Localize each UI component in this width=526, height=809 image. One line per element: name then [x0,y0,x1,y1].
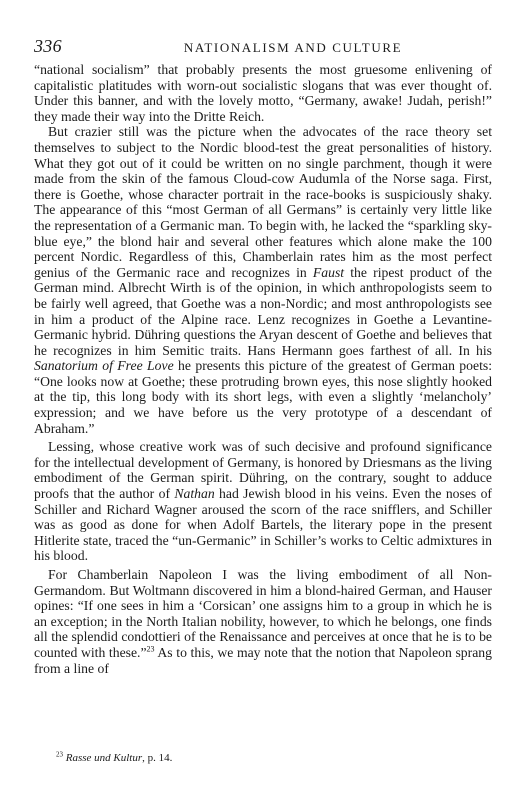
book-title-nathan: Nathan [174,486,215,502]
paragraph-text: “national socialism” that probably presents the most gruesome enlivening of capitalistic platitudes with worn-out socialistic slogans that was ever thought of. Under this banner, and with the lovely motto, “Germany, awake! Judah, perish!” they made their way into the Dritte Reich. [34,62,492,124]
body-text [34,62,492,676]
paragraph-text: he presents this picture of the greatest of German poets: “One looks now at Goethe; these protruding brown eyes, this nose slightly hooked at the tip, this long body with its short legs, with even a slightly ‘melancholy’ expression; and we have before us the very prototype of a descendant of Abraham.” [34,358,492,436]
page-number: 336 [34,36,62,56]
paragraph-text: As to this, we may note that the notion that Napoleon sprang from a line of [34,644,492,676]
paragraph-text: Lessing, whose creative work was of such decisive and profound significance for the intellectual development of Germany, is honored by Driesmans as the living embodiment of the German spirit. Dühring, on the contrary, sought to adduce proofs that the author of [34,439,492,502]
footnote-reference: 23 [146,644,155,654]
paragraph-text: had Jewish blood in his veins. Even the noses of Schiller and Richard Wagner aroused the scorn of the race snifflers, and Schiller was as good as done for when Adolf Bartels, the literary pope in the present Hitlerite state, traced the “un-Germanic” in Schiller’s works to Celtic admixtures in his blood. [34,486,492,564]
book-title-sanatorium: Sanatorium of Free Love [34,358,174,374]
running-head: NATIONALISM AND CULTURE [183,40,403,55]
paragraph-goethe [34,124,492,436]
footnote [56,752,172,765]
paragraph-text: the ripest product of the German mind. Albrecht Wirth is of the opinion, in which anthropologists seem to be fairly well agreed, that Goethe was a non-Nordic; and most anthropologists see in him a product of the Alpine race. Lenz recognizes in Goethe a Levantine-Germanic hybrid. Dühring questions the Aryan descent of Goethe and believes that he recognizes in him Semitic traits. Hans Hermann goes farthest of all. In his [34,264,492,358]
paragraph-text: But crazier still was the picture when the advocates of the race theory set themselves to subject to the Nordic blood-test the great personalities of history. What they got out of it could be written on no single parchment, though it were made from the skin of the famous Cloud-cow Audumla of the Norse saga. First, there is Goethe, whose character portrait in the race-books is suspiciously shaky. The appearance of this “most German of all Germans” is certainly very little like the representation of a Germanic man. To begin with, he lacked the “sparkling sky-blue eye,” the blond hair and several other features which alone make the 100 percent Nordic. Regardless of this, Chamberlain rates him as the most perfect genius of the Germanic race and recognizes in [34,124,492,280]
paragraph-napoleon [34,567,492,676]
paragraph-text: For Chamberlain Napoleon I was the living embodiment of all Non-Germandom. But Woltmann discovered in him a blond-haired German, and Hauser opines: “If one sees in him a ‘Corsican’ one assigns him to a group in which he is an exception; in the North Italian nobility, however, to which he belongs, one finds all the splendid condottieri of the Renaissance and perceives at once that he is to be counted with these.” [34,567,492,660]
paragraph-continued [34,62,492,124]
page-header [34,36,492,60]
footnote-citation: , p. 14. [142,752,173,764]
book-page [34,0,492,809]
paragraph-lessing [34,439,492,564]
footnote-number: 23 [56,750,63,759]
footnote-title: Rasse und Kultur [65,752,143,764]
book-title-faust: Faust [312,264,345,280]
